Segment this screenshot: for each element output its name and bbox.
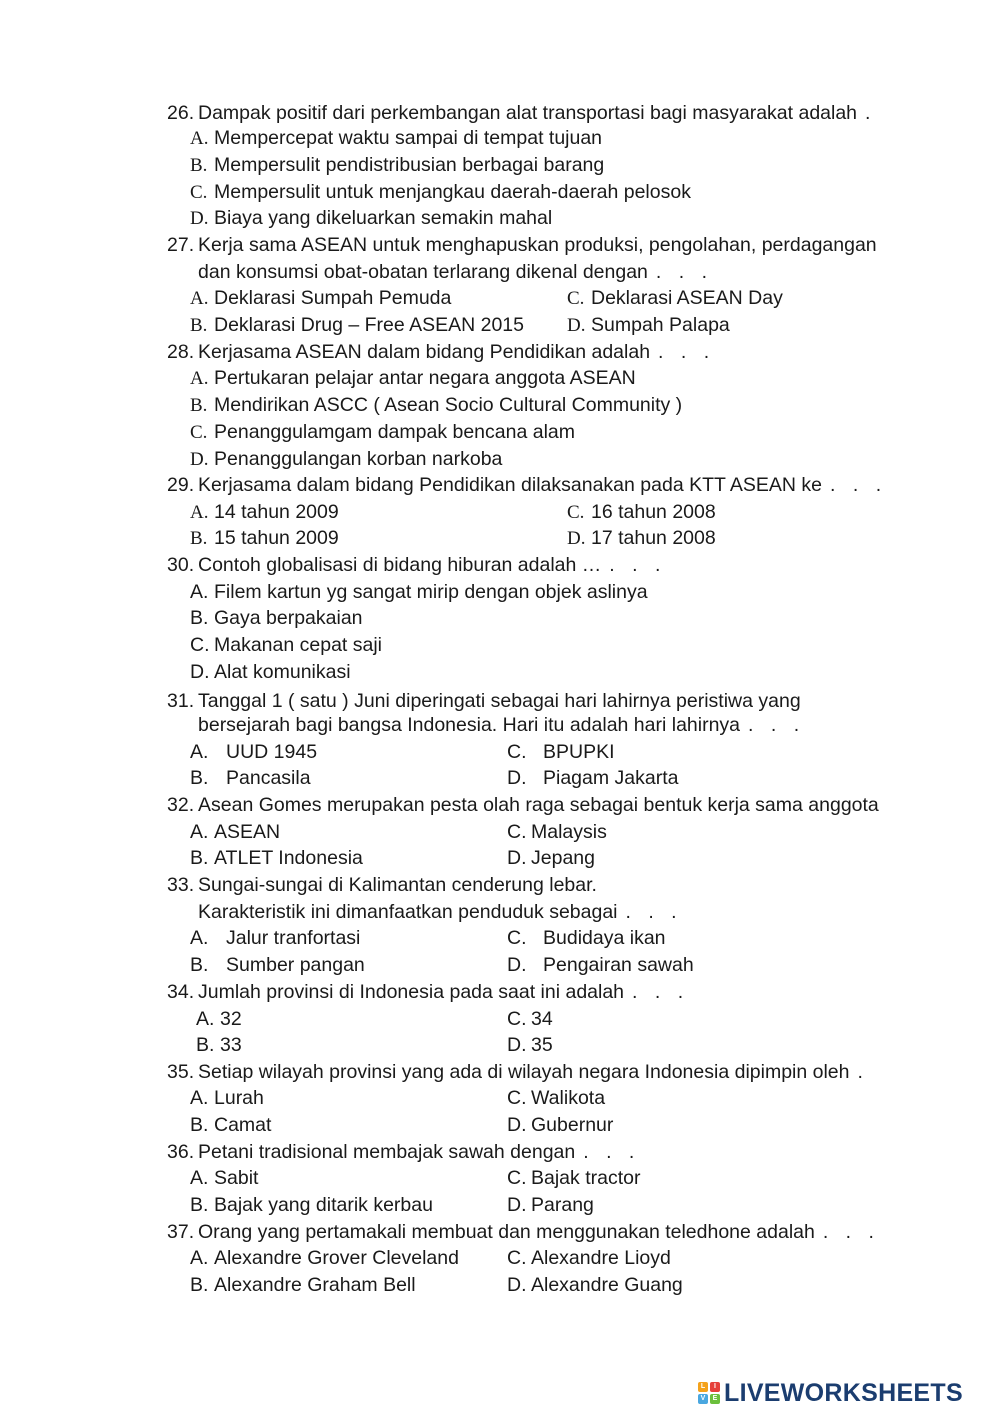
- option-text: Alexandre Guang: [531, 1274, 683, 1296]
- answer-option[interactable]: [190, 580, 648, 604]
- logo-mark-tile: E: [710, 1394, 720, 1404]
- option-letter: B.: [190, 1194, 209, 1216]
- option-letter: D.: [507, 847, 527, 869]
- option-text: Jalur tranfortasi: [226, 927, 361, 949]
- option-text: UUD 1945: [226, 741, 318, 763]
- answer-option[interactable]: [190, 500, 339, 525]
- question-number: 29.: [167, 474, 195, 496]
- question-number: 37.: [167, 1221, 195, 1243]
- answer-option[interactable]: [190, 846, 363, 870]
- option-text: Pengairan sawah: [543, 954, 694, 976]
- option-letter: C.: [507, 821, 527, 843]
- option-text: Deklarasi Sumpah Pemuda: [214, 287, 452, 309]
- question-stem: [167, 233, 877, 257]
- answer-option[interactable]: [507, 1193, 594, 1217]
- answer-option[interactable]: [190, 633, 382, 657]
- option-text: Jepang: [531, 847, 595, 869]
- option-letter: B.: [190, 767, 209, 789]
- option-text: 32: [220, 1008, 242, 1030]
- question-number: 26.: [167, 102, 195, 124]
- answer-option[interactable]: [190, 420, 575, 445]
- answer-option[interactable]: [190, 1086, 264, 1110]
- option-text: Sumpah Palapa: [591, 314, 730, 336]
- option-text: Biaya yang dikeluarkan semakin mahal: [214, 207, 553, 229]
- answer-blank-dots: .: [857, 1061, 869, 1083]
- answer-blank-dots: . . .: [830, 474, 888, 496]
- option-letter: B.: [190, 1274, 209, 1296]
- answer-blank-dots: . . .: [822, 1221, 880, 1243]
- question-number: 36.: [167, 1141, 195, 1163]
- option-text: Budidaya ikan: [543, 927, 666, 949]
- option-letter: A.: [196, 1008, 215, 1030]
- question-text: Tanggal 1 ( satu ) Juni diperingati sebagai hari lahirnya peristiwa yang: [198, 690, 801, 712]
- answer-option[interactable]: [190, 953, 365, 977]
- answer-option[interactable]: [190, 1273, 416, 1297]
- option-text: ASEAN: [214, 821, 281, 843]
- option-letter: A.: [190, 1167, 209, 1189]
- question-stem: [167, 1220, 880, 1244]
- liveworksheets-logo: [698, 1378, 963, 1408]
- option-letter: C.: [507, 741, 527, 763]
- answer-option[interactable]: [190, 366, 636, 391]
- option-text: Alexandre Grover Cleveland: [214, 1247, 459, 1269]
- logo-mark-tile: I: [710, 1382, 720, 1392]
- answer-option[interactable]: [507, 926, 666, 950]
- option-letter: B.: [190, 315, 208, 336]
- option-letter: A.: [190, 1087, 209, 1109]
- option-text: 15 tahun 2009: [214, 527, 339, 549]
- answer-option[interactable]: [567, 286, 783, 311]
- question-number: 27.: [167, 234, 195, 256]
- option-text: Gubernur: [531, 1114, 614, 1136]
- question-number: 32.: [167, 794, 195, 816]
- option-letter: B.: [190, 395, 208, 416]
- option-text: Filem kartun yg sangat mirip dengan objek aslinya: [214, 581, 648, 603]
- logo-text: LIVEWORKSHEETS: [724, 1378, 963, 1407]
- option-text: Makanan cepat saji: [214, 634, 383, 656]
- option-letter: B.: [190, 1114, 209, 1136]
- option-letter: A.: [190, 288, 209, 309]
- answer-option[interactable]: [507, 1113, 613, 1137]
- answer-blank-dots: .: [865, 102, 877, 124]
- option-letter: B.: [190, 528, 208, 549]
- answer-blank-dots: . . .: [583, 1141, 641, 1163]
- option-letter: A.: [190, 581, 209, 603]
- option-letter: D.: [567, 315, 586, 336]
- answer-option[interactable]: [190, 313, 524, 338]
- option-text: 33: [220, 1034, 242, 1056]
- option-letter: B.: [190, 954, 209, 976]
- logo-mark-tile: V: [698, 1394, 708, 1404]
- question-text: Kerjasama dalam bidang Pendidikan dilaksanakan pada KTT ASEAN ke: [198, 474, 823, 496]
- question-text: Jumlah provinsi di Indonesia pada saat ini adalah: [198, 981, 625, 1003]
- option-text: Penanggulamgam dampak bencana alam: [214, 421, 575, 443]
- question-text: Karakteristik ini dimanfaatkan penduduk sebagai: [198, 901, 618, 923]
- option-text: Deklarasi ASEAN Day: [591, 287, 783, 309]
- question-stem-continuation: [198, 713, 805, 737]
- question-text: Kerja sama ASEAN untuk menghapuskan produksi, pengolahan, perdagangan: [198, 234, 877, 256]
- option-letter: A.: [190, 368, 209, 389]
- question-text: bersejarah bagi bangsa Indonesia. Hari itu adalah hari lahirnya: [198, 714, 741, 736]
- option-text: Alat komunikasi: [214, 661, 351, 683]
- option-letter: A.: [190, 927, 209, 949]
- answer-option[interactable]: [196, 1033, 242, 1057]
- answer-option[interactable]: [507, 953, 694, 977]
- answer-option[interactable]: [507, 1086, 605, 1110]
- question-text: Contoh globalisasi di bidang hiburan adalah …: [198, 554, 602, 576]
- option-text: Pancasila: [226, 767, 311, 789]
- option-text: Alexandre Lioyd: [531, 1247, 671, 1269]
- logo-mark-icon: [698, 1382, 720, 1404]
- option-text: Bajak tractor: [531, 1167, 641, 1189]
- option-letter: C.: [507, 1167, 527, 1189]
- question-number: 28.: [167, 341, 195, 363]
- option-letter: B.: [190, 155, 208, 176]
- option-letter: A.: [190, 741, 209, 763]
- answer-option[interactable]: [190, 766, 311, 790]
- answer-option[interactable]: [567, 526, 716, 551]
- question-stem: [167, 553, 666, 577]
- answer-option[interactable]: [507, 1033, 553, 1057]
- option-text: BPUPKI: [543, 741, 615, 763]
- option-text: 16 tahun 2008: [591, 501, 716, 523]
- option-text: Camat: [214, 1114, 272, 1136]
- answer-blank-dots: . . .: [632, 981, 690, 1003]
- answer-option[interactable]: [190, 1246, 459, 1270]
- option-letter: B.: [190, 607, 209, 629]
- option-letter: C.: [507, 1247, 527, 1269]
- answer-option[interactable]: [507, 1246, 671, 1270]
- option-text: Gaya berpakaian: [214, 607, 363, 629]
- option-text: Deklarasi Drug – Free ASEAN 2015: [214, 314, 524, 336]
- option-letter: B.: [190, 847, 209, 869]
- option-letter: A.: [190, 1247, 209, 1269]
- answer-option[interactable]: [507, 1007, 553, 1031]
- answer-option[interactable]: [190, 180, 691, 205]
- option-text: Mempercepat waktu sampai di tempat tujuan: [214, 127, 603, 149]
- option-text: Parang: [531, 1194, 594, 1216]
- option-letter: C.: [567, 288, 585, 309]
- answer-option[interactable]: [190, 286, 451, 311]
- answer-option[interactable]: [190, 1193, 433, 1217]
- question-stem: [167, 793, 879, 817]
- option-text: Mendirikan ASCC ( Asean Socio Cultural Community ): [214, 394, 683, 416]
- option-letter: D.: [507, 767, 527, 789]
- question-number: 33.: [167, 874, 195, 896]
- option-letter: C.: [507, 1008, 527, 1030]
- option-letter: D.: [507, 1034, 527, 1056]
- option-text: 17 tahun 2008: [591, 527, 716, 549]
- option-letter: D.: [190, 449, 209, 470]
- question-stem: [167, 1140, 640, 1164]
- option-letter: D.: [507, 1194, 527, 1216]
- option-text: ATLET Indonesia: [214, 847, 363, 869]
- option-letter: A.: [190, 502, 209, 523]
- option-text: Pertukaran pelajar antar negara anggota ASEAN: [214, 367, 636, 389]
- answer-option[interactable]: [190, 926, 360, 950]
- question-stem: [167, 101, 876, 125]
- question-text: Petani tradisional membajak sawah dengan: [198, 1141, 576, 1163]
- question-stem-continuation: [198, 260, 713, 284]
- option-letter: C.: [190, 422, 208, 443]
- option-text: Sumber pangan: [226, 954, 365, 976]
- option-text: Walikota: [531, 1087, 606, 1109]
- question-text: Orang yang pertamakali membuat dan menggunakan teledhone adalah: [198, 1221, 815, 1243]
- option-text: 14 tahun 2009: [214, 501, 339, 523]
- option-letter: D.: [507, 1114, 527, 1136]
- answer-option[interactable]: [190, 820, 280, 844]
- answer-option[interactable]: [507, 820, 607, 844]
- option-text: Malaysis: [531, 821, 607, 843]
- option-text: Penanggulangan korban narkoba: [214, 448, 503, 470]
- option-letter: D.: [190, 661, 210, 683]
- option-text: Mempersulit untuk menjangkau daerah-daerah pelosok: [214, 181, 691, 203]
- logo-mark-tile: L: [698, 1382, 708, 1392]
- option-letter: C.: [190, 182, 208, 203]
- answer-option[interactable]: [507, 766, 678, 790]
- answer-option[interactable]: [190, 606, 363, 630]
- option-text: 35: [531, 1034, 553, 1056]
- answer-option[interactable]: [190, 393, 682, 418]
- answer-option[interactable]: [190, 1166, 258, 1190]
- question-text: Kerjasama ASEAN dalam bidang Pendidikan adalah: [198, 341, 651, 363]
- question-text: Setiap wilayah provinsi yang ada di wilayah negara Indonesia dipimpin oleh: [198, 1061, 850, 1083]
- option-letter: C.: [507, 927, 527, 949]
- option-letter: D.: [507, 954, 527, 976]
- question-number: 35.: [167, 1061, 195, 1083]
- question-text: Asean Gomes merupakan pesta olah raga sebagai bentuk kerja sama anggota: [198, 794, 879, 816]
- question-number: 30.: [167, 554, 195, 576]
- question-stem: [167, 873, 597, 897]
- question-stem: [167, 340, 715, 364]
- option-letter: C.: [190, 634, 210, 656]
- answer-option[interactable]: [190, 153, 604, 178]
- question-stem-continuation: [198, 900, 683, 924]
- answer-option[interactable]: [567, 500, 716, 525]
- answer-blank-dots: . . .: [609, 554, 667, 576]
- answer-option[interactable]: [507, 740, 615, 764]
- option-text: Sabit: [214, 1167, 259, 1189]
- option-letter: D.: [567, 528, 586, 549]
- answer-blank-dots: . . .: [748, 714, 806, 736]
- question-number: 31.: [167, 690, 195, 712]
- answer-option[interactable]: [507, 1273, 683, 1297]
- option-text: Mempersulit pendistribusian berbagai barang: [214, 154, 605, 176]
- answer-option[interactable]: [190, 526, 339, 551]
- answer-option[interactable]: [190, 447, 502, 472]
- option-letter: C.: [567, 502, 585, 523]
- answer-option[interactable]: [190, 126, 602, 151]
- question-number: 34.: [167, 981, 195, 1003]
- question-stem: [167, 1060, 869, 1084]
- question-text: dan konsumsi obat-obatan terlarang dikenal dengan: [198, 261, 648, 283]
- option-text: Piagam Jakarta: [543, 767, 679, 789]
- option-text: Bajak yang ditarik kerbau: [214, 1194, 433, 1216]
- answer-option[interactable]: [190, 1113, 271, 1137]
- answer-option[interactable]: [567, 313, 730, 338]
- option-letter: D.: [507, 1274, 527, 1296]
- answer-option[interactable]: [190, 740, 317, 764]
- answer-option[interactable]: [190, 206, 552, 231]
- question-stem: [167, 689, 801, 713]
- question-text: Dampak positif dari perkembangan alat transportasi bagi masyarakat adalah: [198, 102, 858, 124]
- answer-option[interactable]: [507, 846, 595, 870]
- answer-blank-dots: . . .: [655, 261, 713, 283]
- option-text: 34: [531, 1008, 553, 1030]
- answer-blank-dots: . . .: [658, 341, 716, 363]
- option-letter: B.: [196, 1034, 215, 1056]
- option-text: Alexandre Graham Bell: [214, 1274, 416, 1296]
- option-text: Lurah: [214, 1087, 264, 1109]
- question-stem: [167, 473, 887, 497]
- option-letter: A.: [190, 128, 209, 149]
- option-letter: C.: [507, 1087, 527, 1109]
- answer-option[interactable]: [507, 1166, 640, 1190]
- question-stem: [167, 980, 689, 1004]
- question-text: Sungai-sungai di Kalimantan cenderung lebar.: [198, 874, 597, 896]
- answer-blank-dots: . . .: [625, 901, 683, 923]
- option-letter: A.: [190, 821, 209, 843]
- option-letter: D.: [190, 208, 209, 229]
- answer-option[interactable]: [190, 660, 351, 684]
- answer-option[interactable]: [196, 1007, 242, 1031]
